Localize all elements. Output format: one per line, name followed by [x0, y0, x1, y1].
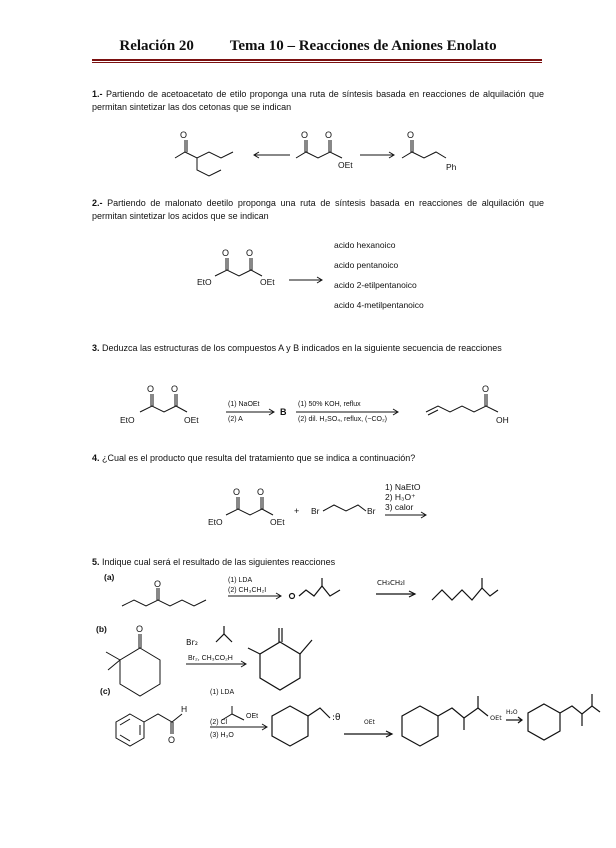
q5c-acid-hand — [528, 694, 600, 740]
q1-o4: O — [407, 130, 415, 140]
q5a-hand-arrow — [376, 591, 415, 597]
q5a-enolate-hand — [290, 578, 341, 599]
q5c-ketoester-hand — [402, 696, 488, 746]
q5c-cond1: (1) LDA — [210, 689, 235, 696]
q3-arrow-2 — [296, 409, 398, 415]
q3-malonate-structure — [140, 394, 187, 412]
q1-arrow-left — [254, 152, 290, 158]
q5c-o: O — [168, 735, 176, 745]
q5a-cond1: (1) LDA — [228, 577, 253, 584]
q4-o1: O — [233, 487, 241, 497]
q5c-oet: OEt — [246, 713, 259, 720]
q3-oh: OH — [496, 415, 509, 425]
q5c-hand-oet: OEt — [490, 714, 502, 722]
q2-o2: O — [246, 248, 254, 258]
header-relacion: Relación 20 — [119, 38, 194, 54]
q2-malonate-structure — [215, 258, 262, 276]
q5b-label: (b) — [96, 624, 107, 634]
q5b-ketone-structure — [106, 634, 160, 696]
q2-o1: O — [222, 248, 230, 258]
q4-dibromopropane-structure — [323, 505, 366, 511]
q4-cond1: 1) NaEtO — [385, 482, 421, 492]
q5c-cond3: (3) H₃O — [210, 732, 234, 739]
header-tema: Tema 10 – Reacciones de Aniones Enolato — [229, 38, 497, 54]
acid-1: acido hexanoico — [334, 240, 396, 250]
q4-eto: EtO — [208, 517, 223, 527]
acid-3: acido 2-etilpentanoico — [334, 280, 417, 290]
q3-text: Deduzca las estructuras de los compuestos A y B indicados en la siguiente secuencia de reacciones — [102, 343, 502, 353]
q3-pentenoic-acid-structure — [426, 394, 498, 415]
q4-cond2: 2) H₃O⁺ — [385, 492, 416, 502]
q3-o3: O — [482, 384, 490, 394]
q1-product-left-structure — [175, 140, 233, 176]
q3-compound-b: B — [280, 407, 287, 417]
q5b-product-hand — [248, 628, 312, 690]
q5a-product-hand — [432, 578, 498, 600]
q5b-hand-reagent: Br₂ — [186, 638, 198, 647]
q5a-hand-reagent: CH₃CH₂I — [377, 579, 405, 587]
q3-cond1a: (1) NaOEt — [228, 401, 260, 408]
q2-oet: OEt — [260, 277, 275, 287]
q4-br1: Br — [311, 506, 320, 516]
q4-arrow — [385, 512, 426, 518]
q1-o1: O — [301, 130, 309, 140]
q5b-o: O — [136, 624, 144, 634]
q5c-hand-arrow-2 — [506, 717, 522, 723]
q4-br2: Br — [367, 506, 376, 516]
q5c-cond2: (2) Cl — [210, 719, 228, 726]
q1-oet: OEt — [338, 160, 353, 170]
q1-text: Partiendo de acetoacetato de etilo proponga una ruta de síntesis basada en reacciones de alquilación que permitan sintetizar las dos cetonas que se indican — [92, 89, 544, 112]
q5c-enolate-hand — [272, 706, 330, 746]
q5a-ester-structure — [122, 588, 206, 606]
q3-cond2b: (2) dil. H₂SO₄, reflux, (−CO₂) — [298, 416, 388, 423]
q5c-chloroformate-structure — [222, 706, 244, 720]
q5c-hand-reagent-oet: OEt — [364, 719, 375, 726]
q1-ph: Ph — [446, 162, 457, 172]
q1-arrow-right — [360, 152, 394, 158]
q4-number: 4. — [92, 453, 100, 463]
q2-text: Partiendo de malonato deetilo proponga una ruta de síntesis basada en reacciones de alquilación que permitan sintetizar los acidos que se indican — [92, 198, 544, 221]
q3-cond2a: (1) 50% KOH, reflux — [298, 401, 361, 408]
q4-oet: OEt — [270, 517, 285, 527]
q3-arrow-1 — [226, 409, 274, 415]
q1-product-right-structure — [402, 140, 446, 158]
q1-o3: O — [180, 130, 188, 140]
q1-number: 1.- — [92, 89, 103, 99]
q4-text: ¿Cual es el producto que resulta del tratamiento que se indica a continuación? — [102, 453, 416, 463]
q2-arrow — [289, 277, 322, 283]
q5c-hand-arrow — [344, 731, 392, 737]
q4-plus: + — [294, 506, 300, 516]
q3-o1: O — [147, 384, 155, 394]
q3-eto: EtO — [120, 415, 135, 425]
q4-cond3: 3) calor — [385, 502, 414, 512]
q5a-cond2: (2) CH₃CH₂I — [228, 587, 267, 594]
q5-text: Indique cual será el resultado de las siguientes reacciones — [102, 557, 336, 567]
q5b-cond: Br₂, CH₃CO₂H — [188, 655, 233, 662]
q3-cond1b: (2) A — [228, 416, 243, 423]
q5b-hand-acetic — [216, 626, 232, 642]
q3-o2: O — [171, 384, 179, 394]
q2-eto: EtO — [197, 277, 212, 287]
q5c-h: H — [181, 704, 188, 714]
q1-acetoacetate-structure — [296, 140, 342, 158]
q5c-enolate-charge: :θ — [332, 713, 341, 723]
q5c-hand-water: H₂O — [506, 709, 518, 716]
q4-malonate-structure — [226, 497, 273, 515]
q5-number: 5. — [92, 557, 100, 567]
q2-number: 2.- — [92, 198, 103, 208]
q1-o2: O — [325, 130, 333, 140]
q5a-o: O — [154, 579, 162, 589]
q3-number: 3. — [92, 343, 100, 353]
acid-4: acido 4-metilpentanoico — [334, 300, 424, 310]
acid-2: acido pentanoico — [334, 260, 399, 270]
q3-oet: OEt — [184, 415, 199, 425]
q5c-label: (c) — [100, 686, 111, 696]
q4-o2: O — [257, 487, 265, 497]
q5a-label: (a) — [104, 572, 115, 582]
